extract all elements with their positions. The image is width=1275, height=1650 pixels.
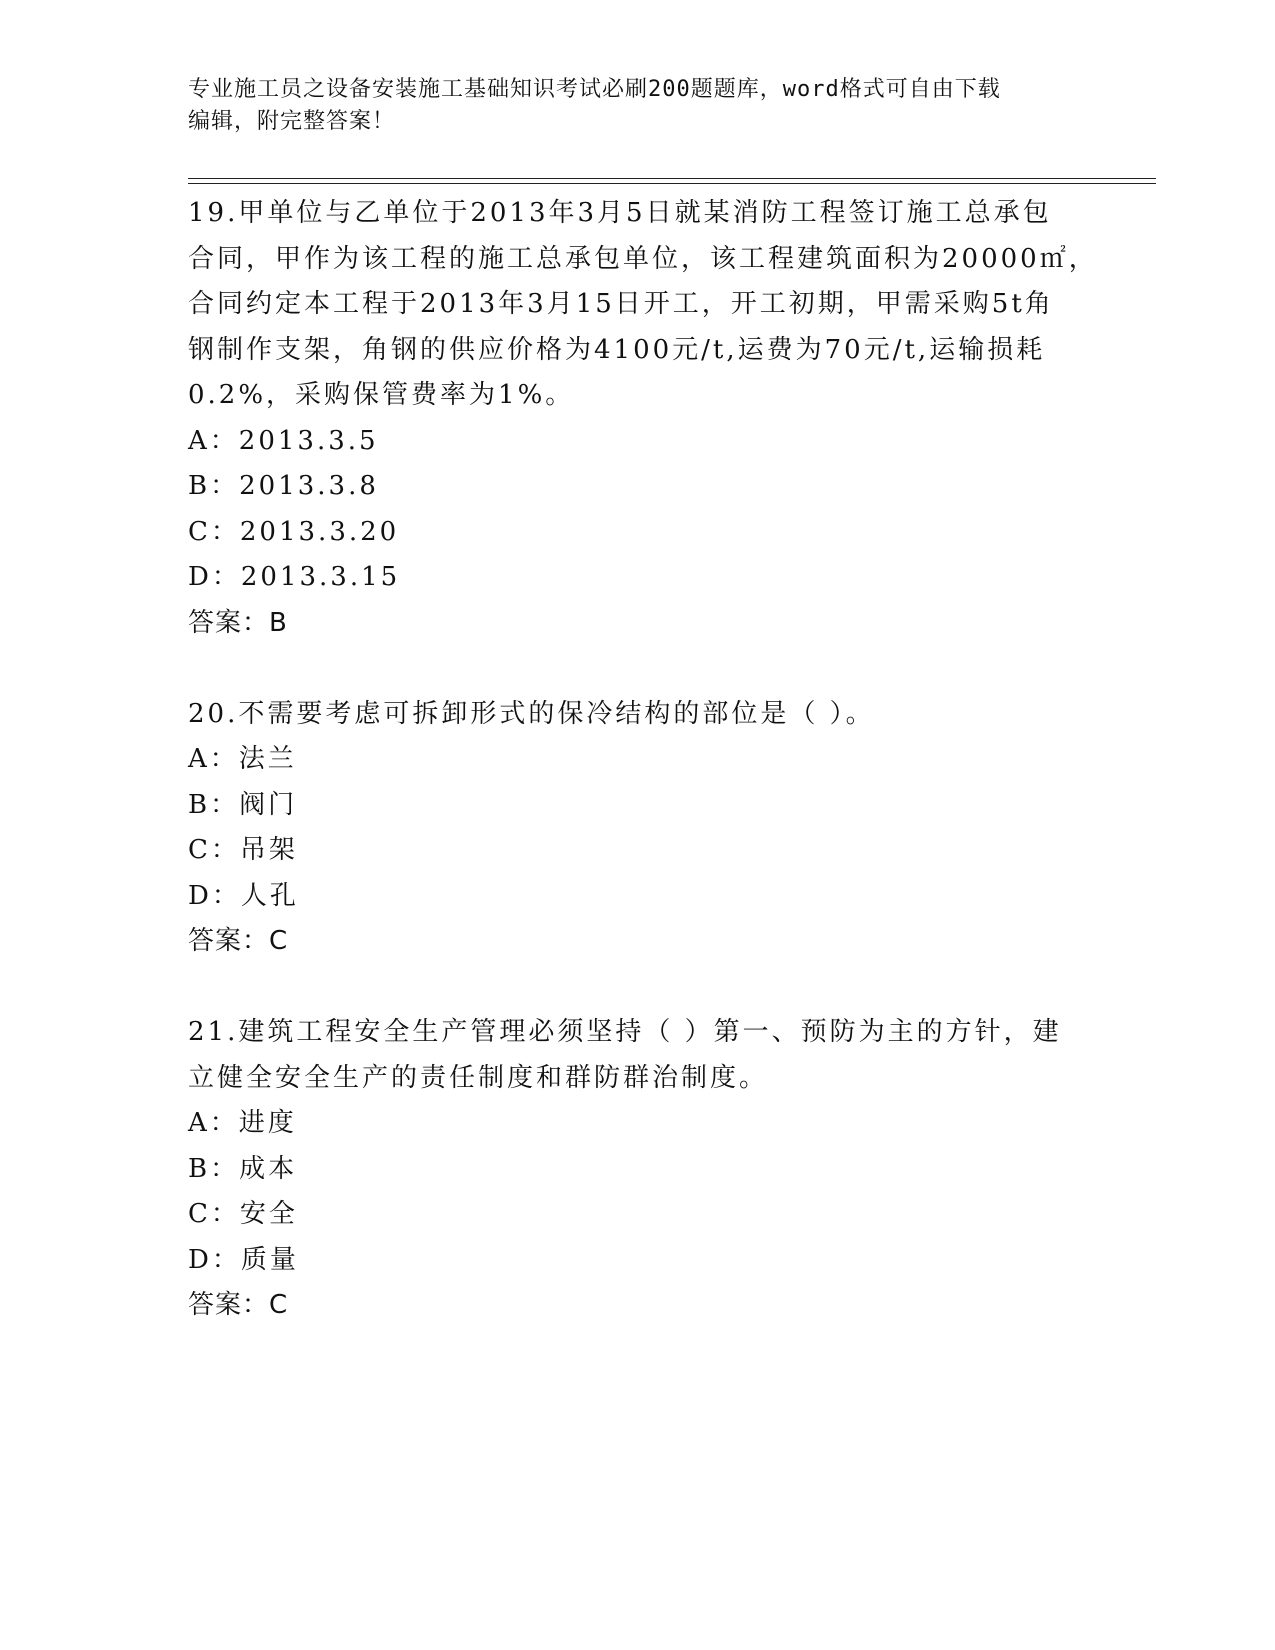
option-d: D：人孔 (188, 880, 299, 911)
question-stem-line: 立健全安全生产的责任制度和群防群治制度。 (188, 1062, 769, 1093)
question-stem-line: 21.建筑工程安全生产管理必须坚持（ ）第一、预防为主的方针，建 (188, 1017, 1062, 1047)
option-d: D：质量 (188, 1244, 299, 1275)
header-divider-top (188, 178, 1156, 179)
question-stem-line: 19.甲单位与乙单位于2013年3月5日就某消防工程签订施工总承包 (188, 198, 1052, 228)
question-stem-line: 钢制作支架，角钢的供应价格为4100元/t,运费为70元/t,运输损耗 (188, 334, 1046, 365)
question-stem-line: 合同，甲作为该工程的施工总承包单位，该工程建筑面积为20000㎡， (188, 243, 1098, 274)
question-20 (188, 692, 1088, 965)
option-a: A：法兰 (188, 744, 297, 774)
question-stem-line: 20.不需要考虑可拆卸形式的保冷结构的部位是（ ）。 (188, 698, 875, 729)
option-a: A：进度 (188, 1108, 297, 1138)
question-21 (188, 1010, 1088, 1329)
question-stem-line: 合同约定本工程于2013年3月15日开工，开工初期，甲需采购5t角 (188, 289, 1054, 319)
answer-line: 答案：C (188, 1290, 289, 1320)
answer-line: 答案：B (188, 607, 288, 638)
option-b: B：2013.3.8 (188, 471, 379, 501)
question-stem-line: 0.2%，采购保管费率为1%。 (188, 380, 575, 410)
header-line-2: 编辑，附完整答案！ (188, 109, 396, 134)
header-divider-bottom (188, 183, 1156, 184)
question-list (188, 191, 1098, 1329)
answer-line: 答案：C (188, 926, 289, 956)
option-b: B：成本 (188, 1153, 298, 1184)
question-spacer (188, 965, 1088, 1011)
option-c: C：2013.3.20 (188, 516, 400, 547)
document-header (188, 74, 1088, 138)
option-d: D：2013.3.15 (188, 562, 401, 592)
option-c: C：安全 (188, 1199, 298, 1229)
question-spacer (188, 646, 1088, 692)
option-a: A：2013.3.5 (188, 425, 379, 456)
option-c: C：吊架 (188, 835, 298, 865)
question-19 (188, 191, 1098, 646)
option-b: B：阀门 (188, 789, 298, 820)
header-line-1: 专业施工员之设备安装施工基础知识考试必刷200题题库，word格式可自由下载 (188, 77, 1001, 102)
